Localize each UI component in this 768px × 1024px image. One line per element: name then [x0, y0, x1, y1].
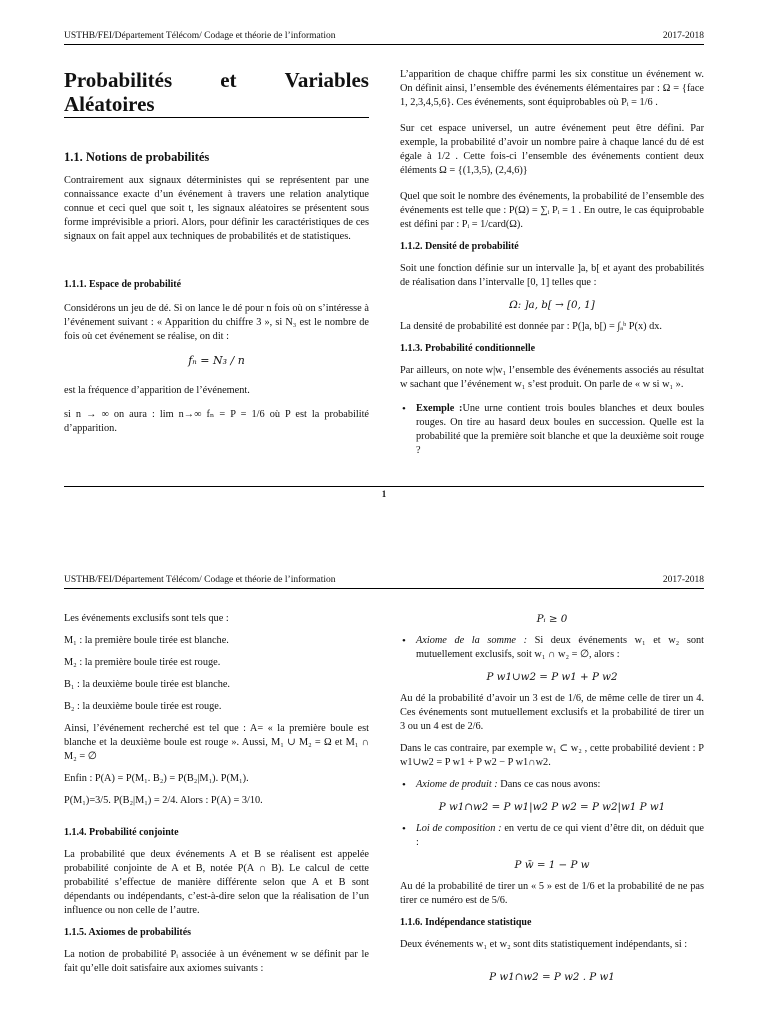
- equation: Ω: ]a, b[ → [0, 1]: [509, 299, 595, 311]
- paragraph: B₂ : la deuxième boule tirée est rouge.: [64, 701, 222, 712]
- paragraph: Deux événements w₁ et w₂ sont dits statistiquement indépendants, si :: [400, 939, 688, 950]
- subsection-heading: 1.1.6. Indépendance statistique: [400, 917, 532, 928]
- paragraph: si n → ∞ on aura : lim n→∞ fₙ = P = 1/6 où P est la probabilité d’apparition.: [64, 409, 369, 434]
- paragraph: Dans le cas contraire, par exemple w₁ ⊂ w₂ , cette probabilité devient : P w1∪w2 = P w1 + P w2 − P w1∩w2.: [400, 743, 704, 768]
- header-left: USTHB/FEI/Département Télécom/ Codage et théorie de l’information: [64, 31, 336, 41]
- page-header: [64, 30, 704, 45]
- composition-law: [400, 822, 704, 850]
- left-column-body: [64, 150, 369, 436]
- paragraph: Quel que soit le nombre des événements, la probabilité de l’ensemble des événements est telle que : P(Ω) = ∑ᵢ Pᵢ = 1 . En outre, le cas équiprobable est défini par : Pᵢ = 1/card(Ω).: [400, 191, 704, 230]
- paragraph: La densité de probabilité est donnée par : P(]a, b[) = ∫ₐᵇ P(x) dx.: [400, 321, 662, 332]
- equation: P w̄ = 1 − P w: [514, 859, 590, 871]
- paragraph: Sur cet espace universel, un autre événement peut être défini. Par exemple, la probabilité d’avoir un nombre paire à chaque lancé du dé est égale à 1/2 . Cette fois-ci l’ensemble des événements contient deux éléments Ω = {(1,3,5), (2,4,6)}: [400, 123, 704, 176]
- left-column: [64, 612, 369, 976]
- subsection-heading: 1.1.1. Espace de probabilité: [64, 279, 182, 290]
- paragraph: Au dé la probabilité de tirer un « 5 » est de 1/6 et la probabilité de ne pas tirer ce numéro est de 5/6.: [400, 881, 704, 906]
- title-line-2: Aléatoires: [64, 92, 155, 116]
- axiom-text: en vertu de ce qui vient d’être dit, on déduit que :: [416, 823, 705, 848]
- paragraph: Ainsi, l’événement recherché est tel que : A= « la première boule est blanche et la deuxième boule est rouge ». Aussi, M₁ ∪ M₂ = Ω et M₁ ∩ M₂ = ∅: [64, 723, 369, 762]
- axiom-text: Si deux événements w₁ et w₂ sont mutuellement exclusifs, soit w₁ ∩ w₂ = ∅, alors :: [416, 635, 704, 660]
- title-word: et: [220, 68, 237, 92]
- left-column: [64, 68, 369, 116]
- example-item: [400, 402, 704, 458]
- axiom-label: Axiome de la somme :: [416, 635, 527, 646]
- paragraph: Au dé la probabilité d’avoir un 3 est de 1/6, de même celle de tirer un 4. Ces événements sont mutuellement exclusifs et la probabilité de tirer un 3 ou un 4 est de 2/6.: [400, 693, 704, 732]
- example-label: Exemple :: [416, 403, 463, 414]
- section-heading: 1.1. Notions de probabilités: [64, 150, 210, 164]
- equation: P w1∩w2 = P w2 . P w1: [489, 971, 615, 983]
- page-2: [0, 560, 768, 1024]
- axiom-product: [400, 778, 704, 792]
- paragraph: est la fréquence d’apparition de l’événement.: [64, 385, 250, 396]
- paragraph: Soit une fonction définie sur un intervalle ]a, b[ et ayant des probabilités de réalisation dans l’intervalle [0, 1] telles que :: [400, 263, 704, 288]
- equation: P w1∩w2 = P w1|w2 P w2 = P w2|w1 P w1: [438, 801, 666, 813]
- paragraph: M₁ : la première boule tirée est blanche.: [64, 635, 229, 646]
- example-text: Une urne contient trois boules blanches et deux boules rouges. On tire au hasard deux boules en succession. Quelle est la probabilité que la première soit blanche et que la deuxième soit rouge ?: [416, 403, 704, 456]
- subsection-heading: 1.1.2. Densité de probabilité: [400, 241, 519, 252]
- right-column: [400, 612, 704, 984]
- paragraph: L’apparition de chaque chiffre parmi les six constitue un événement w. On définit ainsi, l’ensemble des événements élémentaires par : Ω = {face 1, 2,3,4,5,6}. Ces événements, sont équiprobables où Pᵢ = 1/6 .: [400, 69, 704, 108]
- axiom-label: Axiome de produit :: [416, 779, 498, 790]
- right-column: [400, 68, 704, 458]
- paragraph: P(M₁)=3/5. P(B₂|M₁) = 2/4. Alors : P(A) = 3/10.: [64, 795, 263, 806]
- title-rule: [64, 117, 369, 118]
- equation: P w1∪w2 = P w1 + P w2: [486, 671, 618, 683]
- subsection-heading: 1.1.3. Probabilité conditionnelle: [400, 343, 536, 354]
- paragraph: Par ailleurs, on note w|w₁ l’ensemble des événements associés au résultat w sachant que l’événement w₁ s’est produit. On parle de « w si w₁ ».: [400, 365, 704, 390]
- header-left: USTHB/FEI/Département Télécom/ Codage et théorie de l’information: [64, 575, 336, 585]
- axiom-label: Loi de composition :: [416, 823, 502, 834]
- paragraph: Enfin : P(A) = P(M₁. B₂) = P(B₂|M₁). P(M₁).: [64, 773, 249, 784]
- paragraph: La notion de probabilité Pᵢ associée à un événement w se définit par le fait qu’elle doit satisfaire aux axiomes suivants :: [64, 949, 369, 974]
- page-header: [64, 574, 704, 589]
- paragraph: B₁ : la deuxième boule tirée est blanche.: [64, 679, 230, 690]
- header-right: 2017-2018: [662, 575, 704, 585]
- equation: fₙ = N₃ / n: [188, 354, 245, 367]
- axiom-text: Dans ce cas nous avons:: [497, 779, 601, 790]
- equation: Pᵢ ≥ 0: [536, 613, 568, 625]
- page-number: 1: [381, 489, 387, 499]
- paragraph: La probabilité que deux événements A et B se réalisent est appelée probabilité conjointe de A et B, notée P(A ∩ B). Le calcul de cette probabilité s’effectue de manière différente selon que A et B sont dépendants ou indépendants, c’est-à-dire selon que la réalisation de l’un influence ou non celle de l’autre.: [64, 849, 369, 916]
- paragraph: Contrairement aux signaux déterministes qui se représentent par une connaissance exacte d’un événement à travers une relation analytique connue et ceci quel que soit t, les signaux aléatoires se présentent sous forme imprévisible a priori. Alors, pour définir les caractéristiques de ces signaux on fait appel aux techniques de probabilités et de statistiques.: [64, 175, 369, 242]
- page-title: [64, 68, 369, 116]
- axiom-sum: [400, 634, 704, 662]
- title-word: Probabilités: [64, 68, 173, 92]
- paragraph: Les événements exclusifs sont tels que :: [64, 613, 229, 624]
- subsection-heading: 1.1.5. Axiomes de probabilités: [64, 927, 192, 938]
- subsection-heading: 1.1.4. Probabilité conjointe: [64, 827, 179, 838]
- header-right: 2017-2018: [662, 31, 704, 41]
- paragraph: M₂ : la première boule tirée est rouge.: [64, 657, 221, 668]
- page-gap: [0, 512, 768, 560]
- title-word: Variables: [284, 68, 369, 92]
- footer-rule: [64, 486, 704, 487]
- paragraph: Considérons un jeu de dé. Si on lance le dé pour n fois où on s’intéresse à l’événement suivant : « Apparition du chiffre 3 », si N₃ est le nombre de fois où cet événement se réalise, on dit :: [64, 303, 369, 342]
